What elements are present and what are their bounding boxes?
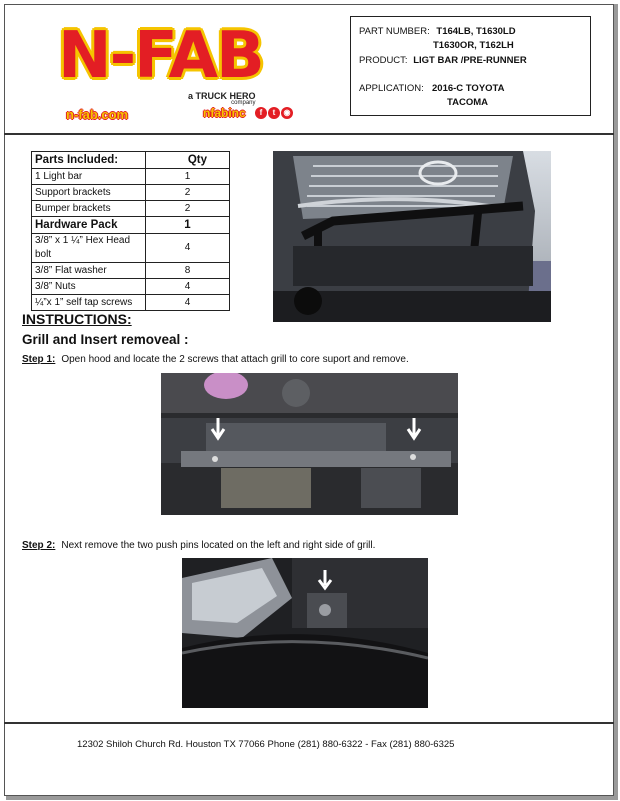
website-link[interactable]: n-fab.com bbox=[66, 107, 129, 122]
part-info-box bbox=[350, 16, 591, 116]
core-support-illustration bbox=[161, 373, 458, 515]
row-qty: 2 bbox=[146, 201, 230, 217]
application-value-1: 2016-C TOYOTA bbox=[432, 83, 505, 94]
truck-hero-sub: company bbox=[231, 100, 256, 106]
header-item: Parts Included: bbox=[32, 152, 146, 169]
push-pin-illustration bbox=[182, 558, 428, 708]
row-item: 3/8” x 1 ¼” Hex Head bolt bbox=[32, 234, 146, 263]
header-qty: Qty bbox=[146, 152, 230, 169]
table-row bbox=[32, 217, 230, 234]
table-row bbox=[32, 263, 230, 279]
truck-front-photo bbox=[273, 151, 551, 322]
instructions-title: INSTRUCTIONS: bbox=[22, 311, 132, 327]
step-2 bbox=[22, 540, 375, 551]
part-number-label: PART NUMBER: bbox=[359, 26, 430, 37]
step-1-text: Open hood and locate the 2 screws that attach grill to core suport and remove. bbox=[61, 354, 409, 365]
table-header-row bbox=[32, 152, 230, 169]
parts-table bbox=[31, 151, 230, 311]
table-row bbox=[32, 169, 230, 185]
footer-address: 12302 Shiloh Church Rd. Houston TX 77066 Phone (281) 880-6322 - Fax (281) 880-6325 bbox=[77, 739, 455, 750]
row-qty: 1 bbox=[146, 169, 230, 185]
step-1-label: Step 1: bbox=[22, 354, 56, 365]
logo-wordmark: N-FAB bbox=[58, 19, 263, 93]
step-2-text: Next remove the two push pins located on the left and right side of grill. bbox=[61, 540, 376, 551]
page-shadow-right bbox=[614, 4, 618, 799]
nfab-logo bbox=[58, 19, 298, 119]
instagram-icon[interactable]: ◉ bbox=[281, 107, 293, 119]
part-number-row bbox=[359, 26, 516, 37]
product-value: LIGT BAR /PRE-RUNNER bbox=[413, 55, 527, 66]
step-1-photo bbox=[161, 373, 458, 515]
row-item: 1 Light bar bbox=[32, 169, 146, 185]
row-item: ¼”x 1” self tap screws bbox=[32, 295, 146, 311]
section-title: Grill and Insert removeal : bbox=[22, 332, 189, 347]
row-qty: 2 bbox=[146, 185, 230, 201]
row-qty: 4 bbox=[146, 295, 230, 311]
table-row bbox=[32, 185, 230, 201]
footer-divider bbox=[4, 722, 614, 724]
row-qty: 4 bbox=[146, 234, 230, 263]
table-row bbox=[32, 295, 230, 311]
twitter-icon[interactable]: t bbox=[268, 107, 280, 119]
row-qty: 4 bbox=[146, 279, 230, 295]
application-label: APPLICATION: bbox=[359, 83, 424, 94]
row-item: Hardware Pack bbox=[32, 217, 146, 234]
part-number-value-1: T164LB, T1630LD bbox=[436, 26, 516, 37]
row-item: Support brackets bbox=[32, 185, 146, 201]
step-1 bbox=[22, 354, 409, 365]
row-item: Bumper brackets bbox=[32, 201, 146, 217]
row-item: 3/8” Nuts bbox=[32, 279, 146, 295]
truck-front-illustration bbox=[273, 151, 551, 322]
step-2-label: Step 2: bbox=[22, 540, 56, 551]
page-shadow-bottom bbox=[6, 796, 618, 800]
header-divider bbox=[4, 133, 614, 135]
facebook-icon[interactable]: f bbox=[255, 107, 267, 119]
product-label: PRODUCT: bbox=[359, 55, 408, 66]
table-row bbox=[32, 201, 230, 217]
truck-hero-tag bbox=[188, 91, 256, 106]
row-qty: 8 bbox=[146, 263, 230, 279]
part-number-value-2: T1630OR, T162LH bbox=[433, 40, 514, 51]
table-row bbox=[32, 234, 230, 263]
table-row bbox=[32, 279, 230, 295]
social-handle: nfabinc bbox=[203, 106, 246, 120]
row-item: 3/8” Flat washer bbox=[32, 263, 146, 279]
product-row bbox=[359, 55, 527, 66]
step-2-photo bbox=[182, 558, 428, 708]
truck-hero-text: a TRUCK HERO bbox=[188, 91, 256, 101]
application-value-2: TACOMA bbox=[447, 97, 488, 108]
row-qty: 1 bbox=[146, 217, 230, 234]
